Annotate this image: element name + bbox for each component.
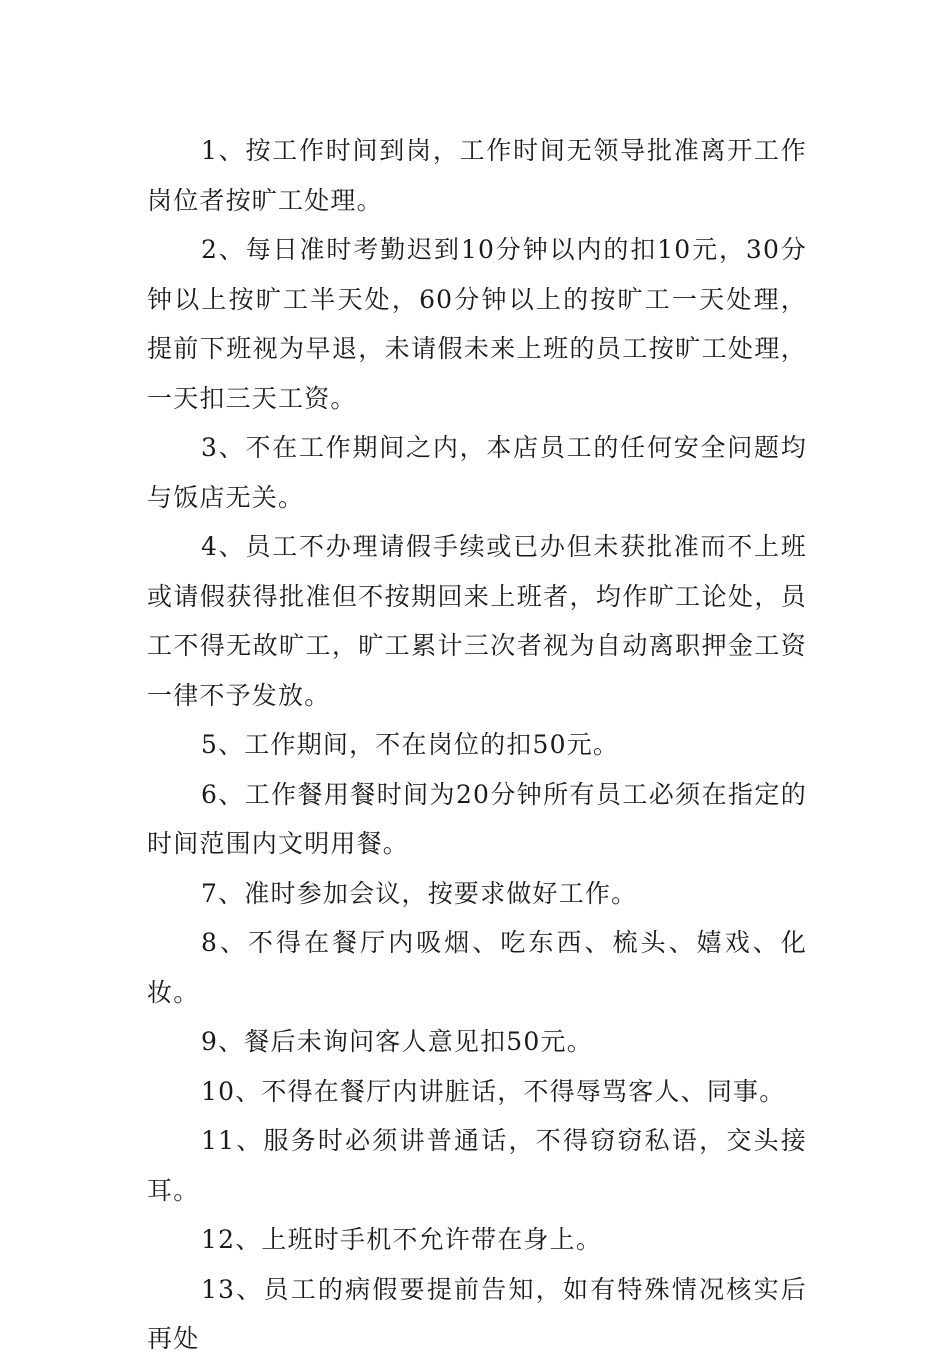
- rule-paragraph-2: 2、每日准时考勤迟到10分钟以内的扣10元，30分钟以上按旷工半天处，60分钟以上的按旷工一天处理，提前下班视为早退，未请假未来上班的员工按旷工处理，一天扣三天工资。: [147, 235, 807, 413]
- rule-paragraph-7: 7、准时参加会议，按要求做好工作。: [201, 878, 638, 908]
- rule-paragraph-4: 4、员工不办理请假手续或已办但未获批准而不上班或请假获得批准但不按期回来上班者，均作旷工论处，员工不得无故旷工，旷工累计三次者视为自动离职押金工资一律不予发放。: [147, 532, 807, 710]
- rule-paragraph-3: 3、不在工作期间之内，本店员工的任何安全问题均与饭店无关。: [147, 433, 807, 512]
- rule-paragraph-8: 8、不得在餐厅内吸烟、吃东西、梳头、嬉戏、化妆。: [147, 928, 807, 1007]
- rule-paragraph-13: 13、员工的病假要提前告知，如有特殊情况核实后再处: [147, 1274, 807, 1353]
- rule-paragraph-12: 12、上班时手机不允许带在身上。: [201, 1225, 603, 1254]
- rule-paragraph-5: 5、工作期间，不在岗位的扣50元。: [201, 730, 620, 759]
- rule-paragraph-1: 1、按工作时间到岗，工作时间无领导批准离开工作岗位者按旷工处理。: [147, 136, 807, 215]
- rule-paragraph-11: 11、服务时必须讲普通话，不得窃窃私语，交头接耳。: [147, 1126, 807, 1205]
- rule-paragraph-10: 10、不得在餐厅内讲脏话，不得辱骂客人、同事。: [201, 1076, 786, 1106]
- rule-paragraph-9: 9、餐后未询问客人意见扣50元。: [201, 1027, 593, 1056]
- document-body: [147, 126, 807, 1364]
- rule-paragraph-6: 6、工作餐用餐时间为20分钟所有员工必须在指定的时间范围内文明用餐。: [147, 779, 807, 858]
